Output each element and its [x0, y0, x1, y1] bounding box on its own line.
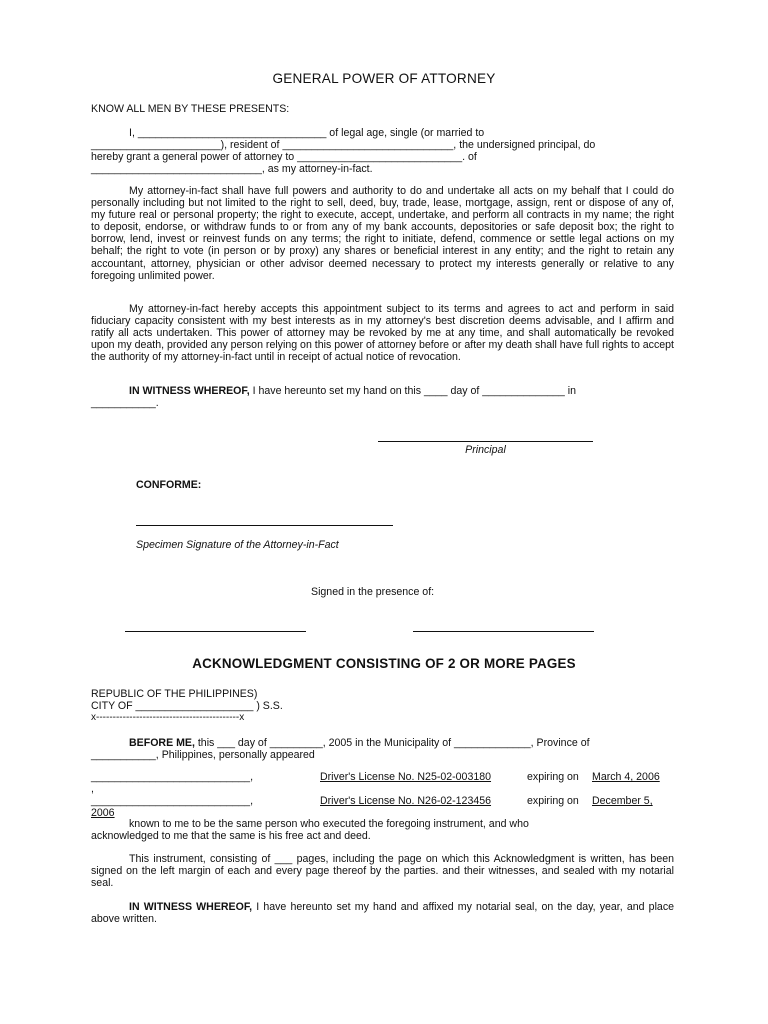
conforme-heading: CONFORME: [136, 479, 202, 491]
powers-paragraph: My attorney-in-fact shall have full powers and authority to do and undertake all acts on my behalf that I could do personally including but not limited to the right to sell, deed, buy, trade, lease, mortgage, assign, rent or dispose of any of, my future real or personal property; the right to execute, accept, undertake, and perform all contracts in my name; the right to deposit, endorse, or withdraw funds to or from any of my bank accounts, depositories or safe deposit box; the right to borrow, lend, invest or reinvest funds on any terms; the right to initiate, defend, commence or settle legal actions on my behalf; the right to vote (in person or by proxy) any shares or beneficial interest in any entity; and the right to retain any accountant, attorney, physician or other advisor deemed necessary to protect my interests generally or relative to any foregoing unlimited power. [91, 185, 674, 282]
principal-paragraph [91, 127, 674, 175]
known-paragraph [91, 818, 674, 842]
venue-block [91, 688, 674, 723]
person-1-expiry-date: March 4, 2006 [592, 771, 660, 783]
person-2-tail: 2006 [91, 807, 115, 819]
preamble: KNOW ALL MEN BY THESE PRESENTS: [91, 103, 290, 115]
person-1-license: Driver's License No. N25-02-003180 [320, 771, 492, 783]
signed-in-presence-label: Signed in the presence of: [311, 586, 435, 598]
acceptance-paragraph: My attorney-in-fact hereby accepts this appointment subject to its terms and agrees to act and perform in said fiduciary capacity consistent with my best interests as in my attorney's best discretion deems advisable, and I affirm and ratify all acts undertaken. This power of attorney may be revoked by me at any time, and shall automatically be revoked upon my death, provided any person relying on this power of attorney before or after my death shall have full rights to accept the authority of my attorney-in-fact until in receipt of actual notice of revocation. [91, 303, 674, 364]
person-1-expiring-label: expiring on [527, 771, 579, 783]
witness-signature-line-1 [125, 631, 306, 632]
known-line-1: known to me to be the same person who executed the foregoing instrument, and who [129, 818, 529, 830]
specimen-signature-label: Specimen Signature of the Attorney-in-Fact [136, 539, 339, 551]
before-me-text: this ___ day of _________, 2005 in the Municipality of _____________, Province of [194, 737, 590, 749]
notary-witness-heading: IN WITNESS WHEREOF, [129, 901, 253, 913]
principal-signature-line [378, 441, 593, 442]
notary-witness-clause [91, 901, 674, 925]
person-1-name-blank: ___________________________, [91, 771, 254, 783]
witness-clause-place: ___________. [91, 397, 159, 410]
witness-clause-heading: IN WITNESS WHEREOF, [129, 385, 250, 397]
witness-signature-line-2 [413, 631, 594, 632]
principal-line-4: _____________________________, as my attorney-in-fact. [91, 163, 373, 176]
person-1-tail: , [91, 783, 94, 795]
principal-line-1: I, ________________________________ of legal age, single (or married to [129, 127, 485, 139]
venue-republic: REPUBLIC OF THE PHILIPPINES) [91, 688, 258, 700]
attorney-signature-line [136, 525, 393, 526]
document-title: GENERAL POWER OF ATTORNEY [272, 71, 496, 86]
known-line-2: acknowledged to me that the same is his free act and deed. [91, 830, 371, 843]
venue-city: CITY OF ____________________ ) S.S. [91, 700, 283, 713]
principal-label: Principal [465, 444, 506, 456]
principal-line-3: hereby grant a general power of attorney to ____________________________. of [91, 151, 477, 164]
venue-separator: x-------------------------------------------x [91, 712, 245, 724]
witness-clause [91, 385, 674, 409]
person-2-expiry-date: December 5, [592, 795, 653, 807]
person-2-license: Driver's License No. N26-02-123456 [320, 795, 492, 807]
person-2-expiring-label: expiring on [527, 795, 579, 807]
acknowledgment-title: ACKNOWLEDGMENT CONSISTING OF 2 OR MORE PAGES [192, 656, 576, 671]
before-me-heading: BEFORE ME, [129, 737, 195, 749]
instrument-paragraph: This instrument, consisting of ___ pages, including the page on which this Acknowledgment is written, has been signed on the left margin of each and every page thereof by the parties. and their witnesses, and sealed with my notarial seal. [91, 853, 674, 890]
principal-line-2: ______________________), resident of _____________________________, the undersigned principal, do [91, 139, 596, 152]
person-2-name-blank: ___________________________, [91, 795, 254, 807]
witness-clause-text: I have hereunto set my hand on this ____ day of ______________ in [249, 385, 576, 397]
notary-witness-text: I have hereunto set my hand and affixed my notarial seal, on the day, year, and place above written. [91, 901, 675, 926]
before-me-paragraph [91, 737, 674, 761]
before-me-line-2: ___________, Philippines, personally appeared [91, 749, 315, 762]
